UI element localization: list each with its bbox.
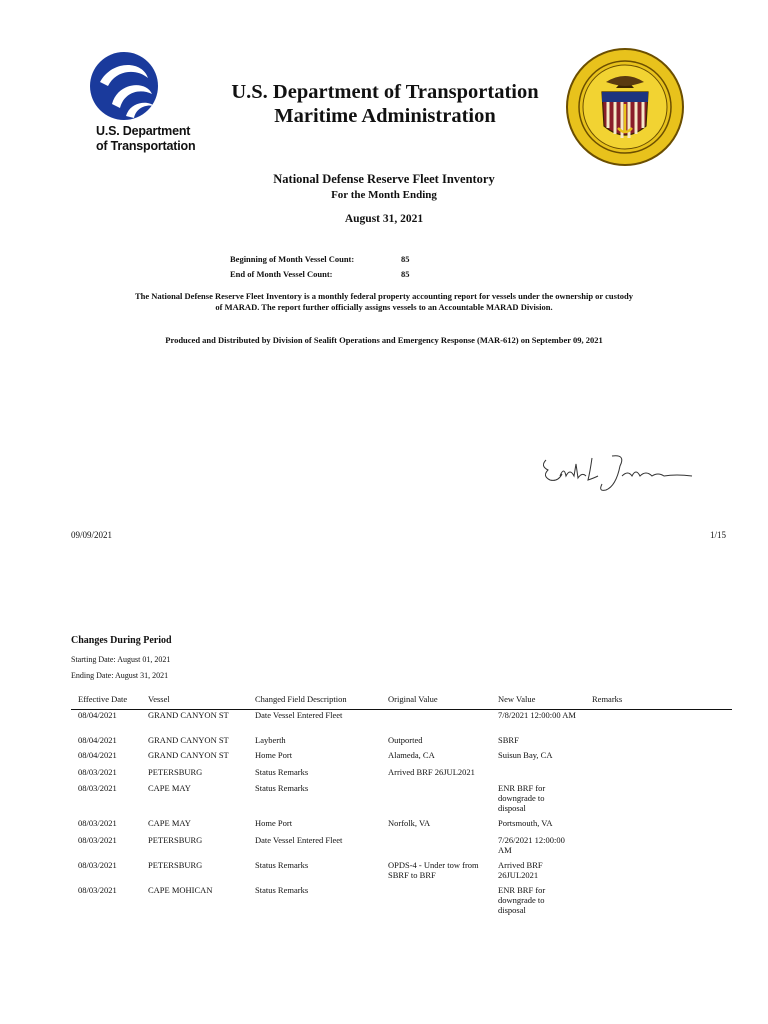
cell-changed-field: Status Remarks [255, 783, 309, 793]
dot-logo-text: U.S. Department of Transportation [96, 124, 196, 153]
cell-vessel: CAPE MOHICAN [148, 885, 213, 895]
cell-original-value: Alameda, CA [388, 750, 435, 760]
column-header-effective-date: Effective Date [78, 694, 128, 704]
report-description: The National Defense Reserve Fleet Inventory is a monthly federal property accounting report for vessels under the ownership or custody of MARAD. The report further officially assigns vessels to an Accountable MARAD Division. [134, 291, 634, 312]
cell-new-value: SBRF [498, 735, 519, 745]
cell-changed-field: Status Remarks [255, 767, 309, 777]
cell-changed-field: Home Port [255, 818, 293, 828]
column-header-vessel: Vessel [148, 694, 170, 704]
cell-new-value: Arrived BRF 26JUL2021 [498, 860, 543, 880]
report-date: August 31, 2021 [344, 213, 424, 225]
cell-new-value: 7/26/2021 12:00:00 AM [498, 835, 565, 855]
cell-vessel: CAPE MAY [148, 818, 191, 828]
cell-effective-date: 08/03/2021 [78, 818, 117, 828]
cell-effective-date: 08/04/2021 [78, 735, 117, 745]
cell-vessel: CAPE MAY [148, 783, 191, 793]
page-number: 1/15 [710, 530, 727, 540]
maritime-administration-seal [566, 48, 684, 166]
cell-new-value: 7/8/2021 12:00:00 AM [498, 710, 576, 720]
cell-new-value: ENR BRF for downgrade to disposal [498, 885, 546, 915]
cell-effective-date: 08/03/2021 [78, 860, 117, 870]
cell-vessel: PETERSBURG [148, 835, 203, 845]
cell-changed-field: Home Port [255, 750, 293, 760]
administration-title: Maritime Administration [274, 105, 496, 127]
cell-effective-date: 08/03/2021 [78, 835, 117, 845]
cell-vessel: GRAND CANYON ST [148, 710, 229, 720]
cell-changed-field: Date Vessel Entered Fleet [255, 710, 343, 720]
cell-changed-field: Status Remarks [255, 885, 309, 895]
changes-section-title: Changes During Period [71, 635, 172, 646]
begin-count-value: 85 [401, 254, 410, 264]
cell-vessel: GRAND CANYON ST [148, 750, 229, 760]
column-header-remarks: Remarks [592, 694, 623, 704]
cell-effective-date: 08/03/2021 [78, 783, 117, 793]
column-header-changed-field: Changed Field Description [255, 694, 347, 704]
column-header-new-value: New Value [498, 694, 536, 704]
report-subtitle: For the Month Ending [331, 189, 437, 201]
ending-date: Ending Date: August 31, 2021 [71, 671, 169, 680]
cell-new-value: Suisun Bay, CA [498, 750, 553, 760]
cell-original-value: OPDS-4 - Under tow from SBRF to BRF [388, 860, 479, 880]
cell-changed-field: Status Remarks [255, 860, 309, 870]
cell-effective-date: 08/03/2021 [78, 767, 117, 777]
cell-effective-date: 08/04/2021 [78, 750, 117, 760]
cell-vessel: PETERSBURG [148, 860, 203, 870]
produced-by: Produced and Distributed by Division of Sealift Operations and Emergency Response (MAR-612) on September 09, 2021 [165, 335, 603, 345]
begin-count-label: Beginning of Month Vessel Count: [230, 254, 355, 264]
cell-new-value: ENR BRF for downgrade to disposal [498, 783, 546, 813]
cell-original-value: Arrived BRF 26JUL2021 [388, 767, 475, 777]
report-title: National Defense Reserve Fleet Inventory [273, 172, 495, 186]
cell-vessel: GRAND CANYON ST [148, 735, 229, 745]
footer-date: 09/09/2021 [71, 530, 113, 540]
cell-effective-date: 08/04/2021 [78, 710, 117, 720]
cell-changed-field: Date Vessel Entered Fleet [255, 835, 343, 845]
signature [536, 446, 696, 496]
cell-original-value: Outported [388, 735, 423, 745]
cell-effective-date: 08/03/2021 [78, 885, 117, 895]
starting-date: Starting Date: August 01, 2021 [71, 655, 171, 664]
column-header-original-value: Original Value [388, 694, 438, 704]
end-count-value: 85 [401, 269, 410, 279]
end-count-label: End of Month Vessel Count: [230, 269, 333, 279]
agency-title: U.S. Department of Transportation [231, 81, 539, 103]
cell-vessel: PETERSBURG [148, 767, 203, 777]
cell-new-value: Portsmouth, VA [498, 818, 553, 828]
cell-changed-field: Layberth [255, 735, 286, 745]
cell-original-value: Norfolk, VA [388, 818, 431, 828]
